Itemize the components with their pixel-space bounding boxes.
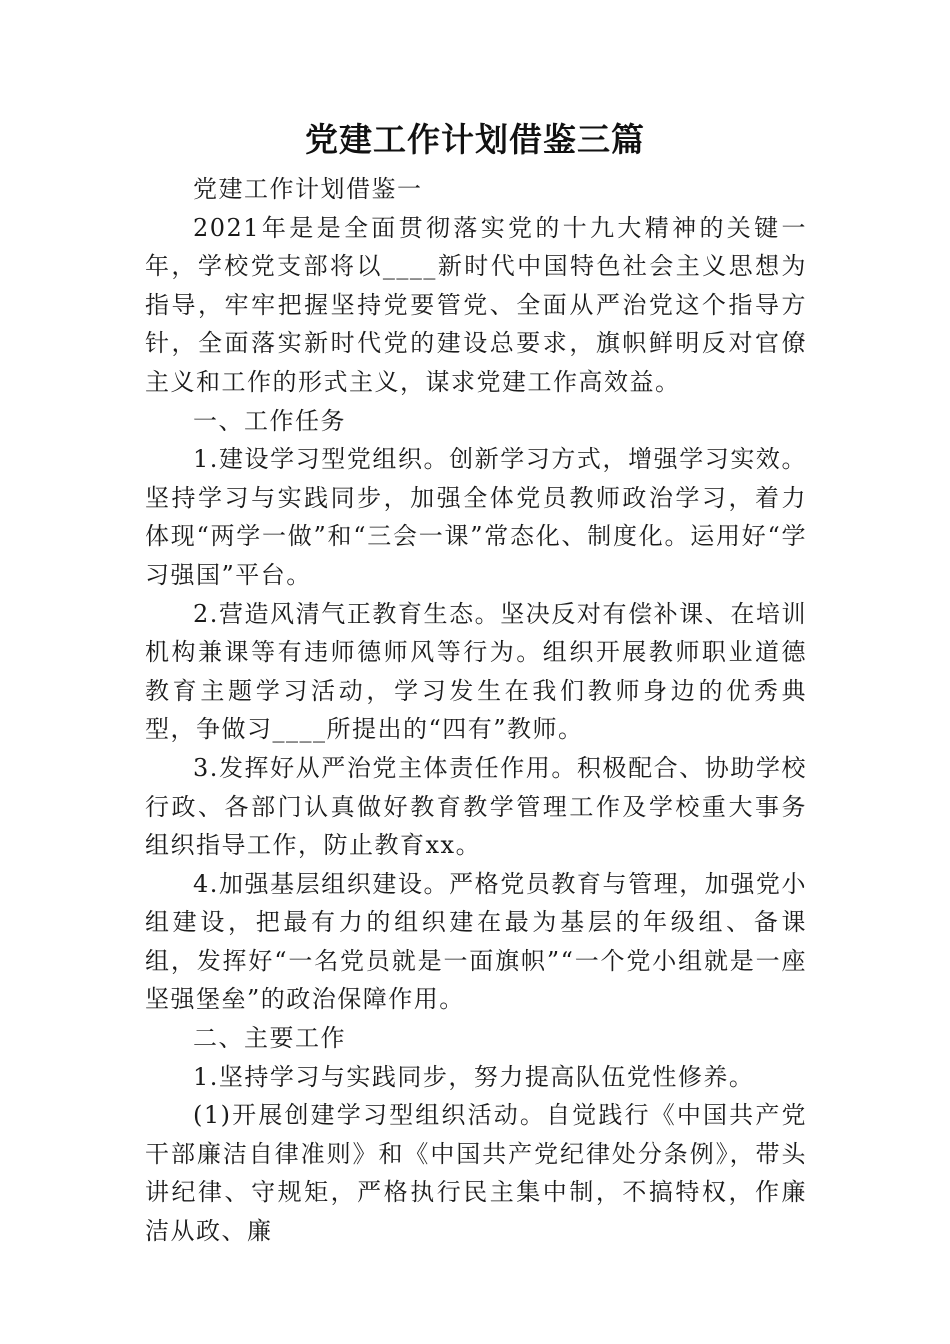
paragraph-work-1: 1.坚持学习与实践同步，努力提高队伍党性修养。: [193, 1062, 755, 1091]
document-body: [145, 170, 807, 1251]
section-heading-tasks: 一、工作任务: [193, 406, 346, 435]
paragraph-task-4: 4.加强基层组织建设。严格党员教育与管理，加强党小组建设，把最有力的组织建在最为基层的年级组、备课组，发挥好“一名党员就是一面旗帜”“一个党小组就是一座坚强堡垒”的政治保障作用。: [145, 869, 807, 1014]
document-title: 党建工作计划借鉴三篇: [305, 120, 645, 159]
paragraph-task-3: 3.发挥好从严治党主体责任作用。积极配合、协助学校行政、各部门认真做好教育教学管理工作及学校重大事务组织指导工作，防止教育xx。: [145, 753, 807, 860]
paragraph-subtitle: 党建工作计划借鉴一: [193, 175, 423, 203]
paragraph-task-1: 1.建设学习型党组织。创新学习方式，增强学习实效。坚持学习与实践同步，加强全体党员教师政治学习，着力体现“两学一做”和“三会一课”常态化、制度化。运用好“学习强国”平台。: [145, 445, 807, 589]
section-heading-main-work: 二、主要工作: [193, 1024, 346, 1053]
paragraph-intro: 2021年是是全面贯彻落实党的十九大精神的关键一年，学校党支部将以____新时代中国特色社会主义思想为指导，牢牢把握坚持党要管党、全面从严治党这个指导方针，全面落实新时代党的建设总要求，旗帜鲜明反对官僚主义和工作的形式主义，谋求党建工作高效益。: [145, 213, 807, 396]
paragraph-work-1-sub-1: (1)开展创建学习型组织活动。自觉践行《中国共产党干部廉洁自律准则》和《中国共产党纪律处分条例》，带头讲纪律、守规矩，严格执行民主集中制，不搞特权，作廉洁从政、廉: [145, 1101, 807, 1246]
paragraph-task-2: 2.营造风清气正教育生态。坚决反对有偿补课、在培训机构兼课等有违师德师风等行为。组织开展教师职业道德教育主题学习活动，学习发生在我们教师身边的优秀典型，争做习____所提出的“四有”教师。: [145, 599, 807, 744]
